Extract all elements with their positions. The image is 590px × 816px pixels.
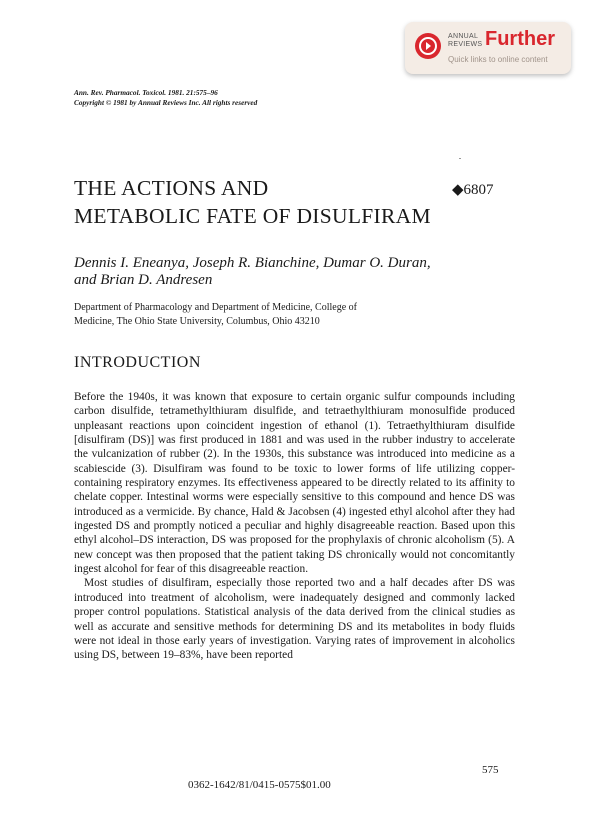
- affiliation-line2: Medicine, The Ohio State University, Columbus, Ohio 43210: [74, 316, 320, 327]
- title-line1: THE ACTIONS AND: [74, 176, 269, 200]
- article-title: [74, 174, 431, 230]
- citation-line2: Copyright © 1981 by Annual Reviews Inc. All rights reserved: [74, 98, 258, 107]
- badge-tagline: Quick links to online content: [448, 55, 548, 64]
- article-code: ◆6807: [452, 182, 494, 198]
- paragraph-2: Most studies of disulfiram, especially those reported two and a half decades after DS was introduced into treatment of alcoholism, were inadequately designed and commonly lacked proper control populations. Statistical analysis of the data derived from the clinical studies as well as accurate and sensitive methods for determining DS and its metabolites in body fluids were not ideal in those early years of investigation. Varying rates of improvement in alcoholics using DS, between 19–83%, have been reported: [74, 577, 515, 662]
- stray-mark: [459, 158, 461, 159]
- page-number: 575: [482, 764, 499, 776]
- citation-line1: Ann. Rev. Pharmacol. Toxicol. 1981. 21:575–96: [74, 88, 218, 97]
- affiliation: [74, 301, 357, 329]
- badge-line2: REVIEWS: [448, 41, 483, 48]
- title-line2: METABOLIC FATE OF DISULFIRAM: [74, 204, 431, 228]
- citation: [74, 88, 257, 108]
- authors: [74, 255, 431, 289]
- badge-line1: ANNUAL: [448, 33, 479, 40]
- further-badge[interactable]: [405, 22, 571, 74]
- footer-code: 0362-1642/81/0415-0575$01.00: [188, 779, 331, 791]
- paragraph-1: Before the 1940s, it was known that exposure to certain organic sulfur compounds including carbon disulfide, tetramethylthiuram disulfide, and tetraethylthiuram monosulfide produced unpleasant reactions upon coincident ingestion of ethanol (1). Tetraethylthiuram disulfide [disulfiram (DS)] was first produced in 1881 and was used in the rubber industry to accelerate the vulcanization of rubber (2). In the 1930s, this substance was introduced into medicine as a scabiescide (3). Disulfiram was found to be toxic to lower forms of life utilizing copper-containing respiratory enzymes. Its effectiveness appeared to be directly related to its affinity to chelate copper. Intestinal worms were especially sensitive to this compound and hence DS was introduced as a vermicide. By chance, Hald & Jacobsen (4) ingested ethyl alcohol after they had ingested DS and promptly noticed a peculiar and highly disagreeable reaction. Based upon this ethyl alcohol–DS interaction, DS was proposed for the prophylaxis of chronic alcoholism (5). A new concept was then proposed that the patient taking DS chronically would not concomitantly ingest alcohol for fear of this disagreeable reaction.: [74, 391, 515, 576]
- badge-annual-reviews: [448, 33, 482, 49]
- section-heading: INTRODUCTION: [74, 354, 201, 371]
- body-text: [74, 390, 515, 663]
- play-circle-icon: [415, 33, 441, 59]
- authors-line1: Dennis I. Eneanya, Joseph R. Bianchine, Dumar O. Duran,: [74, 255, 431, 271]
- authors-line2: and Brian D. Andresen: [74, 272, 213, 288]
- affiliation-line1: Department of Pharmacology and Department of Medicine, College of: [74, 302, 357, 313]
- badge-further: Further: [485, 28, 555, 50]
